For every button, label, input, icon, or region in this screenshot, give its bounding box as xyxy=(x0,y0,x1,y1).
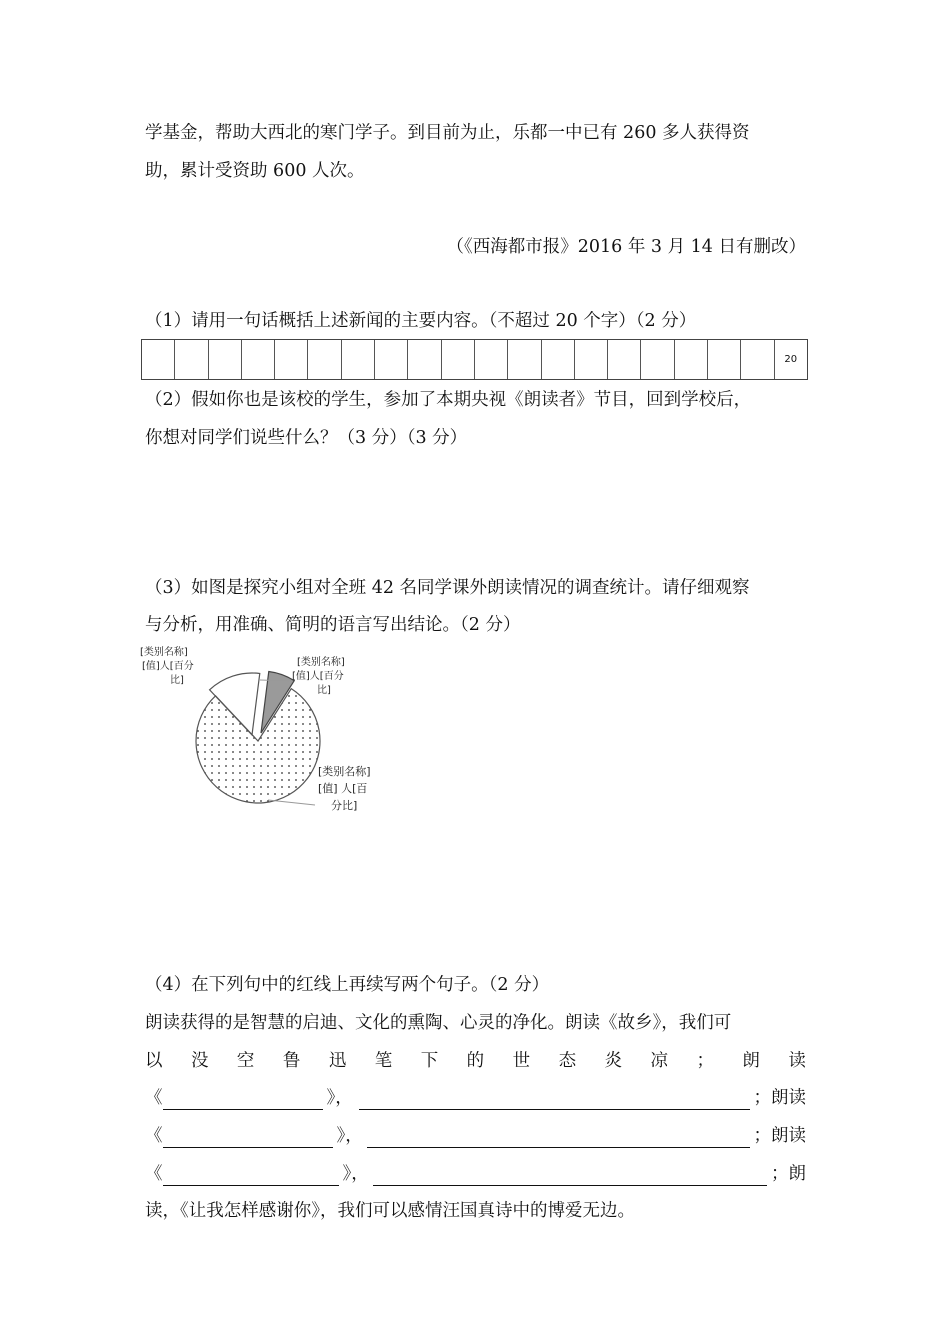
row-end-text: ；朗读 xyxy=(753,1088,806,1108)
pie-label-2-line-1: [类别名称] xyxy=(297,657,345,668)
answer-grid-cell[interactable] xyxy=(275,340,308,379)
book-close-mark: 》， xyxy=(336,1126,363,1146)
answer-grid-cell[interactable] xyxy=(641,340,674,379)
fill-row-1 xyxy=(145,1086,806,1110)
spread-char: 炎 xyxy=(604,1051,623,1071)
answer-grid-cell[interactable] xyxy=(675,340,708,379)
spread-char: 下 xyxy=(420,1051,439,1071)
pie-label-2-line-2: [值]人[百分 xyxy=(292,671,344,682)
spread-char: 态 xyxy=(558,1051,577,1071)
pie-slice-3 xyxy=(196,689,320,803)
answer-grid-cell[interactable] xyxy=(375,340,408,379)
pie-label-1-line-1: [类别名称] xyxy=(140,647,188,658)
book-title-blank-2[interactable] xyxy=(163,1127,333,1148)
answer-grid-cell[interactable] xyxy=(242,340,275,379)
book-open-mark: 《 xyxy=(145,1126,163,1146)
fill-row-3 xyxy=(145,1162,806,1186)
answer-grid-cell[interactable] xyxy=(408,340,441,379)
question-4-spread-line xyxy=(145,1049,806,1073)
answer-grid[interactable] xyxy=(141,339,808,380)
answer-grid-cell[interactable] xyxy=(175,340,208,379)
question-1: （1）请用一句话概括上述新闻的主要内容。（不超过 20 个字）（2 分） xyxy=(145,311,697,331)
answer-grid-cell[interactable] xyxy=(708,340,741,379)
answer-grid-cell[interactable] xyxy=(142,340,175,379)
question-4-title: （4）在下列句中的红线上再续写两个句子。（2 分） xyxy=(145,975,550,995)
spread-char: 以 xyxy=(145,1051,163,1071)
question-3-line-2: 与分析，用准确、简明的语言写出结论。（2 分） xyxy=(145,615,521,635)
leader-line-3 xyxy=(268,800,315,805)
spread-char: 空 xyxy=(236,1051,255,1071)
spread-char: 朗 xyxy=(742,1051,760,1071)
answer-grid-cell[interactable] xyxy=(741,340,774,379)
spread-char: 没 xyxy=(190,1051,209,1071)
answer-grid-cell[interactable] xyxy=(508,340,541,379)
sentence-blank-2[interactable] xyxy=(367,1127,750,1148)
pie-label-1-line-3: 比] xyxy=(170,675,184,686)
question-4-last-line: 读，《让我怎样感谢你》，我们可以感情汪国真诗中的博爱无边。 xyxy=(145,1201,635,1221)
question-2-line-2: 你想对同学们说些什么？（3 分）（3 分） xyxy=(145,428,468,448)
answer-grid-cell[interactable] xyxy=(575,340,608,379)
book-close-mark: 》， xyxy=(326,1088,353,1108)
question-2-line-1: （2）假如你也是该校的学生，参加了本期央视《朗读者》节目，回到学校后， xyxy=(145,390,752,410)
answer-grid-cell[interactable] xyxy=(542,340,575,379)
question-3-line-1: （3）如图是探究小组对全班 42 名同学课外朗读情况的调查统计。请仔细观察 xyxy=(145,578,750,598)
row-end-text: ；朗 xyxy=(771,1164,806,1184)
spread-char: 鲁 xyxy=(282,1051,301,1071)
book-open-mark: 《 xyxy=(145,1088,163,1108)
spread-char: 读 xyxy=(788,1051,806,1071)
question-4-line-1: 朗读获得的是智慧的启迪、文化的熏陶、心灵的净化。朗读《故乡》，我们可 xyxy=(145,1013,732,1033)
book-close-mark: 》， xyxy=(342,1164,369,1184)
pie-label-3-line-3: 分比] xyxy=(331,799,358,812)
sentence-blank-3[interactable] xyxy=(373,1165,767,1186)
answer-grid-cell[interactable] xyxy=(608,340,641,379)
row-end-text: ；朗读 xyxy=(753,1126,806,1146)
pie-label-3-line-2: [值] 人[百 xyxy=(318,782,368,795)
spread-char: ； xyxy=(696,1051,714,1071)
pie-label-1 xyxy=(140,645,194,686)
sentence-blank-1[interactable] xyxy=(359,1089,750,1110)
spread-char: 凉 xyxy=(650,1051,668,1071)
book-open-mark: 《 xyxy=(145,1164,163,1184)
book-title-blank-3[interactable] xyxy=(163,1165,339,1186)
pie-label-1-line-2: [值]人[百分 xyxy=(142,661,194,672)
spread-char: 迅 xyxy=(328,1051,347,1071)
pie-label-3-line-1: [类别名称] xyxy=(318,765,371,778)
pie-label-3 xyxy=(318,764,371,812)
intro-line-1: 学基金，帮助大西北的寒门学子。到目前为止，乐都一中已有 260 多人获得资 xyxy=(145,123,750,143)
answer-grid-cell[interactable] xyxy=(475,340,508,379)
answer-grid-cell[interactable] xyxy=(442,340,475,379)
spread-char: 世 xyxy=(512,1051,531,1071)
answer-grid-cell[interactable] xyxy=(308,340,341,379)
answer-grid-cell[interactable]: 20 xyxy=(784,354,798,365)
pie-label-2-line-3: 比] xyxy=(317,685,331,696)
answer-grid-cell[interactable] xyxy=(209,340,242,379)
spread-char: 的 xyxy=(466,1051,485,1071)
book-title-blank-1[interactable] xyxy=(163,1089,323,1110)
pie-label-2 xyxy=(292,655,345,696)
fill-row-2 xyxy=(145,1124,806,1148)
answer-grid-cell[interactable] xyxy=(342,340,375,379)
intro-line-2: 助，累计受资助 600 人次。 xyxy=(145,161,365,181)
source-citation: （《西海都市报》2016 年 3 月 14 日有删改） xyxy=(446,237,806,257)
reading-survey-pie-chart xyxy=(140,645,400,825)
spread-char: 笔 xyxy=(374,1051,393,1071)
